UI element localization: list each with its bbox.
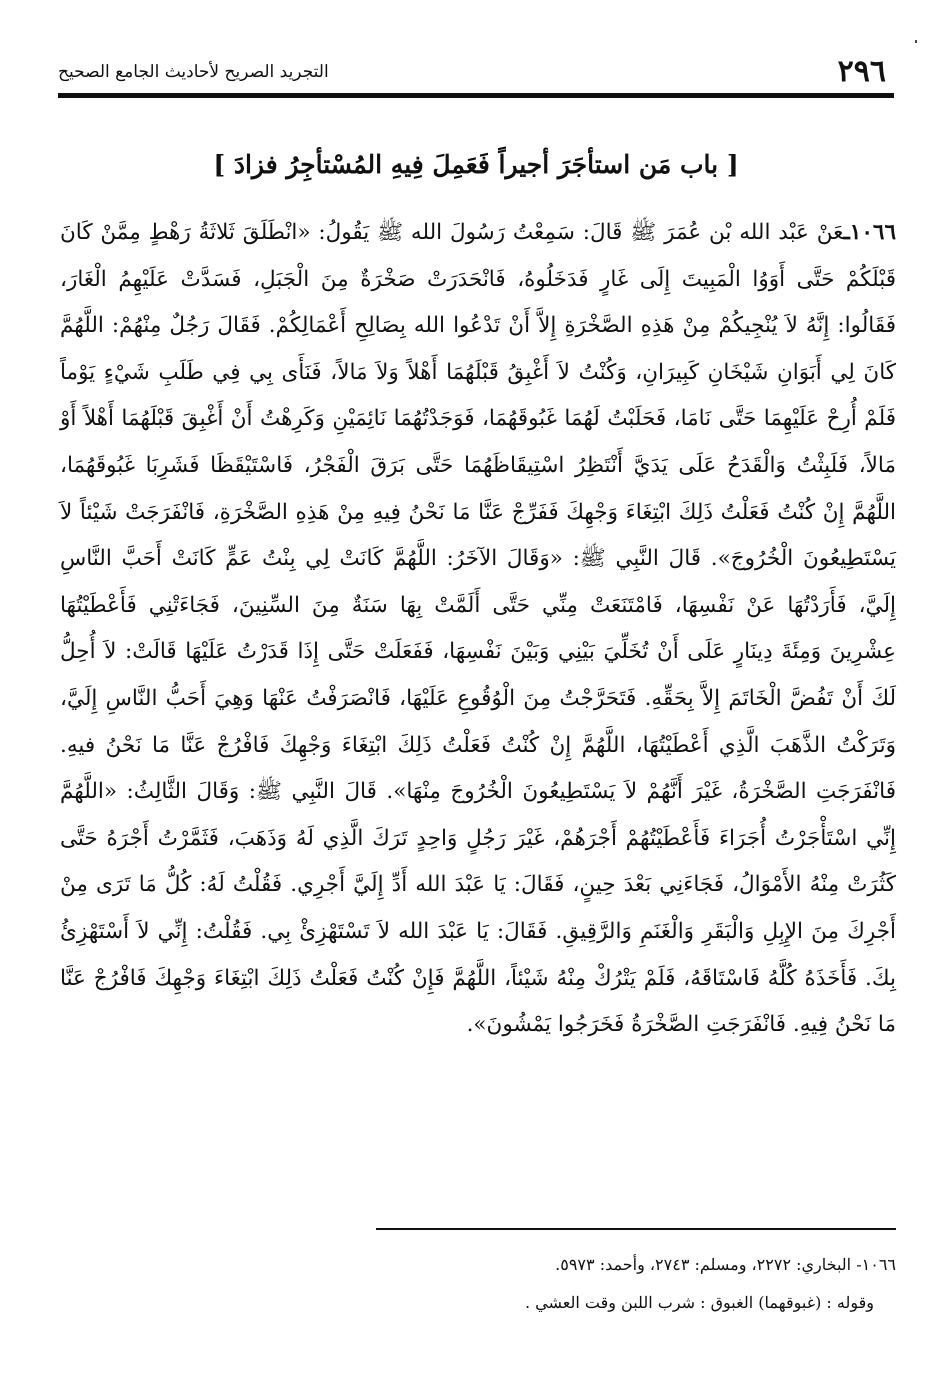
section-heading: [ باب مَن استأجَرَ أجيراً فَعَمِلَ فِيهِ المُسْتأجِرُ فزادَ ]: [213, 150, 739, 179]
header-rule: [58, 93, 894, 98]
running-title: التجريد الصريح لأحاديث الجامع الصحيح: [58, 62, 329, 82]
footnote-gloss: وقوله : (غبوقهما) الغبوق : شرب اللبن وقت العشي .: [524, 1293, 874, 1312]
page-number: ٢٩٦: [837, 54, 886, 89]
scan-speck: [915, 40, 917, 43]
footnotes: [60, 1246, 896, 1322]
page-header: [58, 52, 894, 92]
hadith-body: [60, 210, 896, 1049]
footnote-rule: [376, 1228, 896, 1230]
hadith-text: عَنْ عَبْد الله بْن عُمَرَ ﷺ قَالَ: سَمِعْتُ رَسُولَ الله ﷺ يَقُولُ: «انْطَلَقَ ثَلاثَةُ رَهْطٍ مِمَّنْ كَانَ قَبْلَكُمْ حَتَّى أَوَوُا الْمَبِيتَ إِلَى غَارٍ فَدَخَلُوهُ، فَانْحَدَرَتْ صَخْرَةٌ مِنَ الْجَبَلِ، فَسَدَّتْ عَلَيْهِمُ الْغَارَ، فَقَالُوا: إِنَّهُ لاَ يُنْجِيكُمْ مِنْ هَذِهِ الصَّخْرَةِ إِلاَّ أَنْ تَدْعُوا الله بِصَالِحِ أَعْمَالِكُمْ. فَقَالَ رَجُلٌ مِنْهُمْ: اللَّهُمَّ كَانَ لِي أَبَوَانِ شَيْخَانِ كَبِيرَانِ، وَكُنْتُ لاَ أَغْبِقُ قَبْلَهُمَا أَهْلاً وَلاَ مَالاً، فَنَأَى بِي فِي طَلَبِ شَيْءٍ يَوْماً فَلَمْ أُرِحْ عَلَيْهِمَا حَتَّى نَامَا، فَحَلَبْتُ لَهُمَا غَبُوقَهُمَا، فَوَجَدْتُهُمَا نَائِمَيْنِ وَكَرِهْتُ أَنْ أَغْبِقَ قَبْلَهُمَا أَهْلاً أَوْ مَالاً، فَلَبِثْتُ وَالْقَدَحُ عَلَى يَدَيَّ أَنْتَظِرُ اسْتِيقَاظَهُمَا حَتَّى بَرَقَ الْفَجْرُ، فَاسْتَيْقَظَا فَشَرِبَا غَبُوقَهُمَا، اللَّهُمَّ إِنْ كُنْتُ فَعَلْتُ ذَلِكَ ابْتِغَاءَ وَجْهِكَ فَفَرِّجْ عَنَّا مَا نَحْنُ فِيهِ مِنْ هَذِهِ الصَّخْرَةِ، فَانْفَرَجَتْ شَيْئاً لاَ يَسْتَطِيعُونَ الْخُرُوجَ». قَالَ النَّبِي ﷺ: «وَقَالَ الآخَرُ: اللَّهُمَّ كَانَتْ لِي بِنْتُ عَمٍّ كَانَتْ أَحَبَّ النَّاسِ إِلَيَّ، فَأَرَدْتُهَا عَنْ نَفْسِهَا، فَامْتَنَعَتْ مِنِّي حَتَّى أَلَمَّتْ بِهَا سَنَةٌ مِنَ السِّنِينَ، فَجَاءَتْنِي فَأَعْطَيْتُهَا عِشْرِينَ وَمِئَةَ دِينَارٍ عَلَى أَنْ تُخَلِّيَ بَيْنِي وَبَيْنَ نَفْسِهَا، فَفَعَلَتْ حَتَّى إِذَا قَدَرْتُ عَلَيْهَا قَالَتْ: لاَ أُحِلُّ لَكَ أَنْ تَفُضَّ الْخَاتَمَ إِلاَّ بِحَقِّهِ. فَتَحَرَّجْتُ مِنَ الْوُقُوعِ عَلَيْهَا، فَانْصَرَفْتُ عَنْهَا وَهِيَ أَحَبُّ النَّاسِ إِلَيَّ، وَتَرَكْتُ الذَّهَبَ الَّذِي أَعْطَيْتُهَا، اللَّهُمَّ إِنْ كُنْتُ فَعَلْتُ ذَلِكَ ابْتِغَاءَ وَجْهِكَ فَافْرُجْ عَنَّا مَا نَحْنُ فيهِ. فَانْفَرَجَتِ الصَّخْرَةُ، غَيْرَ أَنَّهُمْ لاَ يَسْتَطِيعُونَ الْخُرُوجَ مِنْهَا». قَالَ النَّبِي ﷺ: وَقَالَ الثَّالِثُ: «اللَّهُمَّ إِنِّي اسْتَأْجَرْتُ أُجَرَاءَ فَأَعْطَيْتُهُمْ أَجْرَهُمْ، غَيْرَ رَجُلٍ وَاحِدٍ تَرَكَ الَّذِي لَهُ وَذَهَبَ، فَثَمَّرْتُ أَجْرَهُ حَتَّى كَثُرَتْ مِنْهُ الأَمْوَالُ، فَجَاءَنِي بَعْدَ حِينٍ، فَقَالَ: يَا عَبْدَ الله أَدِّ إِلَيَّ أَجْرِي. فَقُلْتُ لَهُ: كُلُّ مَا تَرَى مِنْ أَجْرِكَ مِنَ الإِبِلِ وَالْبَقَرِ وَالْغَنَمِ وَالرَّقِيقِ. فَقَالَ: يَا عَبْدَ الله لاَ تَسْتَهْزِئْ بِي. فَقُلْتُ: إِنِّي لاَ أَسْتَهْزِئُ بِكَ. فَأَخَذَهُ كُلَّهُ فَاسْتَاقَهُ، فَلَمْ يَتْرُكْ مِنْهُ شَيْئاً، اللَّهُمَّ فَإِنْ كُنْتُ فَعَلْتُ ذَلِكَ ابْتِغَاءَ وَجْهِكَ فَافْرُجْ عَنَّا مَا نَحْنُ فِيهِ. فَانْفَرَجَتِ الصَّخْرَةُ فَخَرَجُوا يَمْشُونَ».: [60, 220, 896, 1038]
hadith-number: ١٠٦٦ـ: [843, 220, 896, 245]
footnote-source: ١٠٦٦- البخاري: ٢٢٧٢، ومسلم: ٢٧٤٣، وأحمد: ٥٩٧٣.: [555, 1255, 896, 1274]
